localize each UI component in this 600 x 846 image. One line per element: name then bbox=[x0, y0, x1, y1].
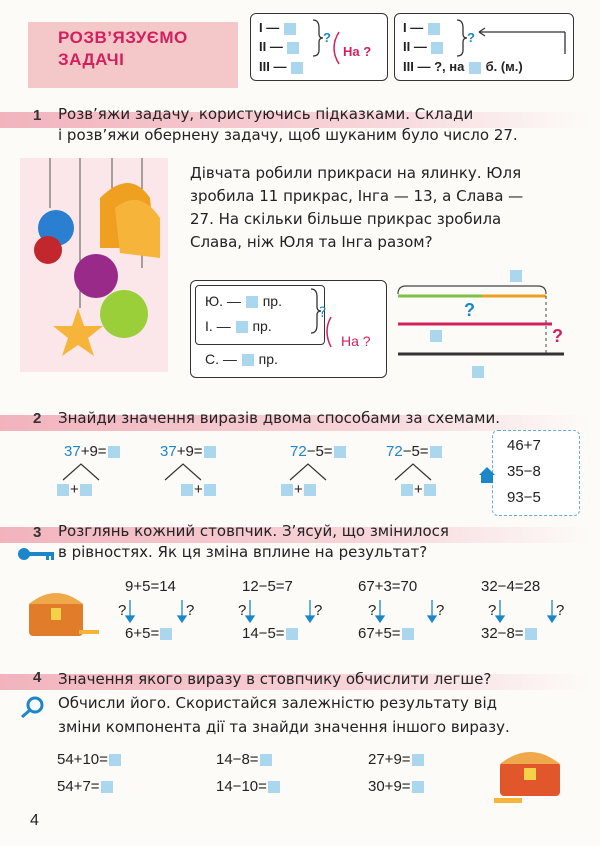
task2-expr: 72−5= bbox=[290, 443, 347, 460]
magnifier-icon bbox=[20, 696, 46, 718]
task-number: 2 bbox=[33, 410, 42, 427]
task-number: 3 bbox=[33, 524, 42, 541]
page-number: 4 bbox=[30, 812, 39, 829]
task4-expr: 14−8= bbox=[216, 751, 273, 768]
task1-hint-box: Ю. — пр. І. — пр. С. — пр. ? На ? bbox=[190, 280, 387, 378]
task2-expr: 72−5= bbox=[386, 443, 443, 460]
task4-expr: 30+9= bbox=[368, 778, 425, 795]
task3-instruction: Розглянь кожний стовпчик. З’ясуй, що змінилося в рівностях. Як ця зміна вплине на результат? bbox=[58, 522, 449, 561]
task-number: 1 bbox=[33, 107, 42, 124]
task2-bottom: + bbox=[56, 481, 93, 498]
task2-bottom: + bbox=[280, 481, 317, 498]
treasure-chest-illustration bbox=[490, 740, 574, 808]
task3-top: 12−5=7 bbox=[242, 578, 293, 595]
house-icon bbox=[478, 466, 496, 484]
task3-bottom: 32−8= bbox=[481, 625, 538, 642]
scheme-right: І — ІІ — ІІІ — ?, на б. (м.) ? bbox=[394, 13, 574, 81]
task3-top: 32−4=28 bbox=[481, 578, 541, 595]
task3-bottom: 14−5= bbox=[242, 625, 299, 642]
key-icon bbox=[16, 547, 56, 561]
segment-diagram bbox=[392, 266, 576, 386]
task2-bottom: + bbox=[180, 481, 217, 498]
section-title: РОЗВ’ЯЗУЄМО ЗАДАЧІ bbox=[58, 28, 188, 69]
task4-expr: 27+9= bbox=[368, 751, 425, 768]
christmas-ornaments-illustration bbox=[20, 158, 168, 372]
hint-brace-icon bbox=[309, 287, 339, 357]
task1-problem: Дівчата робили прикраси на ялинку. Юля зробила 11 прикрас, Інга — 13, а Слава — 27. На скільки більше прикрас зробила Слава, ніж Юля та Інга разом? bbox=[190, 164, 524, 251]
task4-expr: 14−10= bbox=[216, 778, 281, 795]
task2-expr: 37+9= bbox=[64, 443, 121, 460]
scheme-left: І — ІІ — ІІІ — ? На ? bbox=[250, 13, 388, 81]
task4-expr: 54+10= bbox=[57, 751, 122, 768]
task2-instruction: Знайди значення виразів двома способами за схемами. bbox=[58, 409, 501, 427]
task4-expr: 54+7= bbox=[57, 778, 114, 795]
task4-instruction: Значення якого виразу в стовпчику обчислити легше? Обчисли його. Скористайся залежністю результату від зміни компонента дії та знайди значення іншого виразу. bbox=[58, 670, 510, 736]
task2-expr: 37+9= bbox=[160, 443, 217, 460]
task3-bottom: 67+5= bbox=[358, 625, 415, 642]
change-arrows bbox=[112, 598, 582, 624]
task2-bottom: + bbox=[400, 481, 437, 498]
treasure-chest-illustration bbox=[25, 582, 101, 648]
task3-bottom: 6+5= bbox=[125, 625, 173, 642]
task1-instruction: Розв’яжи задачу, користуючись підказками. Склади і розв’яжи обернену задачу, щоб шуканим було число 27. bbox=[58, 105, 518, 144]
task-number: 4 bbox=[33, 669, 42, 686]
task3-top: 9+5=14 bbox=[125, 578, 176, 595]
task3-top: 67+3=70 bbox=[358, 578, 418, 595]
task2-side-box: 46+7 35−8 93−5 bbox=[492, 430, 580, 516]
